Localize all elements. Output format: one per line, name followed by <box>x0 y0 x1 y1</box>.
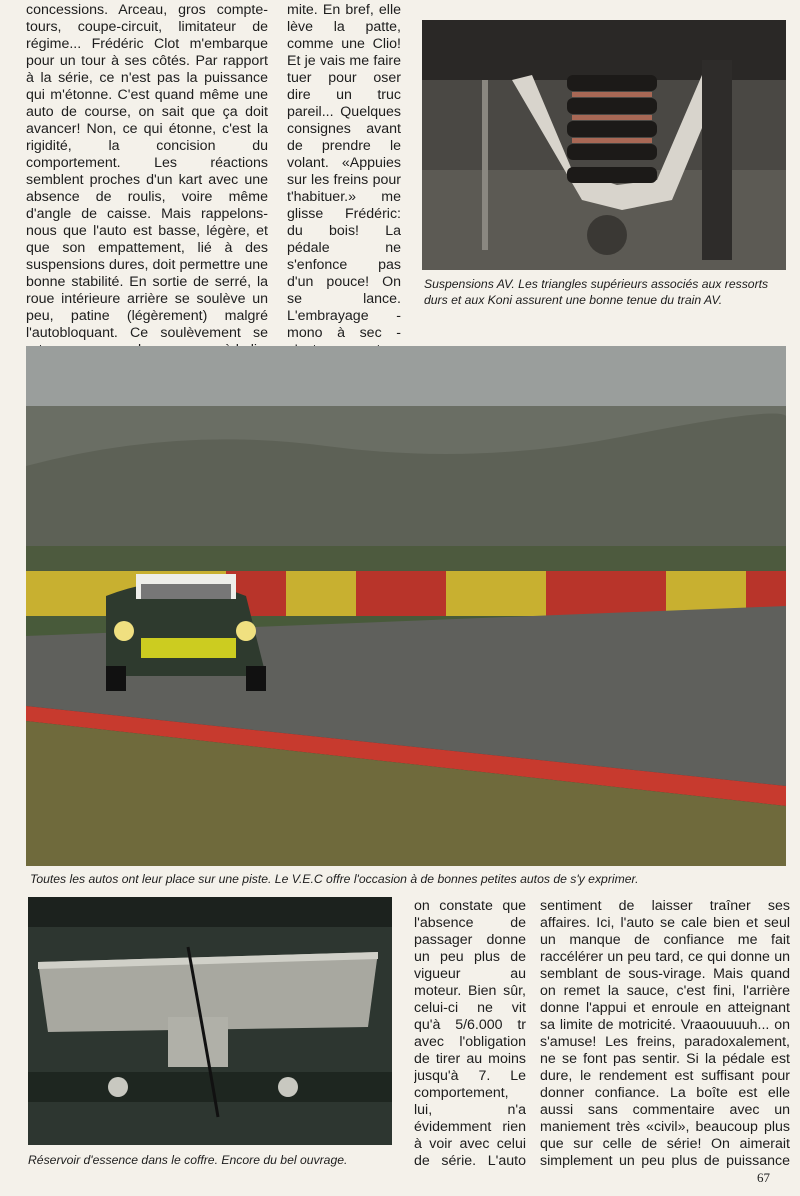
suspension-photo <box>422 20 786 270</box>
page-number: 67 <box>757 1170 770 1185</box>
article-column-4: sentiment de laisser traîner ses affaires. Ici, l'auto se cale bien et seul un manque de confiance me fait raccélérer un peu tard, ce qui donne un semblant de sous-virage. Mais quand on remet la sauce, c'est fini, l'arrière donne l'appui et enroule en atteignant sa limite de motricité. Vraaouuuuh... on s'amuse! Les freins, paradoxalement, ne se font pas sentir. Si la pédale est dure, le rendement est suffisant pour donner confiance. La boîte est elle aussi sans commentaire avec un maniement très «civil», beaucoup plus que sur celle de série! On aimerait simplement un peu plus de puissance <box>540 898 790 1169</box>
race-track-caption: Toutes les autos ont leur place sur une piste. Le V.E.C offre l'occasion à de bonnes petites autos de s'y exprimer. <box>30 872 639 886</box>
article-column-3: on constate que l'absence de passager donne un peu plus de vigueur au moteur. Bien sûr, celui-ci ne vit qu'à 5/6.000 tr avec l'obligation de tirer au moins jusqu'à 7. Le comportement, lui, n'a évidemment rien à voir avec celui de série. L'auto <box>414 898 526 1169</box>
article-column-2: mite. En bref, elle lève la patte, comme une Clio! Et je vais me faire tuer pour oser dire un truc pareil... Quelques consignes avant de prendre le volant. «Appuies sur les freins pour t'habituer.» me glisse Frédéric: du bois! La pédale ne s'enfonce pas d'un pouce! On se lance. L'embrayage - mono à sec - <box>287 2 401 341</box>
fuel-tank-photo <box>28 897 392 1145</box>
fuel-tank-caption: Réservoir d'essence dans le coffre. Encore du bel ouvrage. <box>28 1153 348 1167</box>
race-track-photo <box>26 346 786 866</box>
article-column-1: concessions. Arceau, gros compte-tours, coupe-circuit, limitateur de régime... Frédéric Clot m'embarque pour un tour à ses côtés. Par rapport à la série, ce n'est pas la puissance qui m'étonne. C'est quand même une auto de course, on sait que ça doit avancer! Non, ce qui étonne, c'est la rigidité, la concision du comportement. Les réactions semblent proches d'un kart avec une absence de roulis, voire même d'angle de caisse. Mais rappelons-nous que l'auto est basse, légère, et que son empattement, lié à des suspensions dures, doit permettre une bonne stabilité. En sortie de serré, la roue intérieure arrière se soulève un peu, patine (légèrement) malgré l'autobloquant. Ce soulèvement se <box>26 2 268 341</box>
suspension-caption: Suspensions AV. Les triangles supérieurs associés aux ressorts durs et aux Koni assurent une bonne tenue du train AV. <box>424 277 769 307</box>
